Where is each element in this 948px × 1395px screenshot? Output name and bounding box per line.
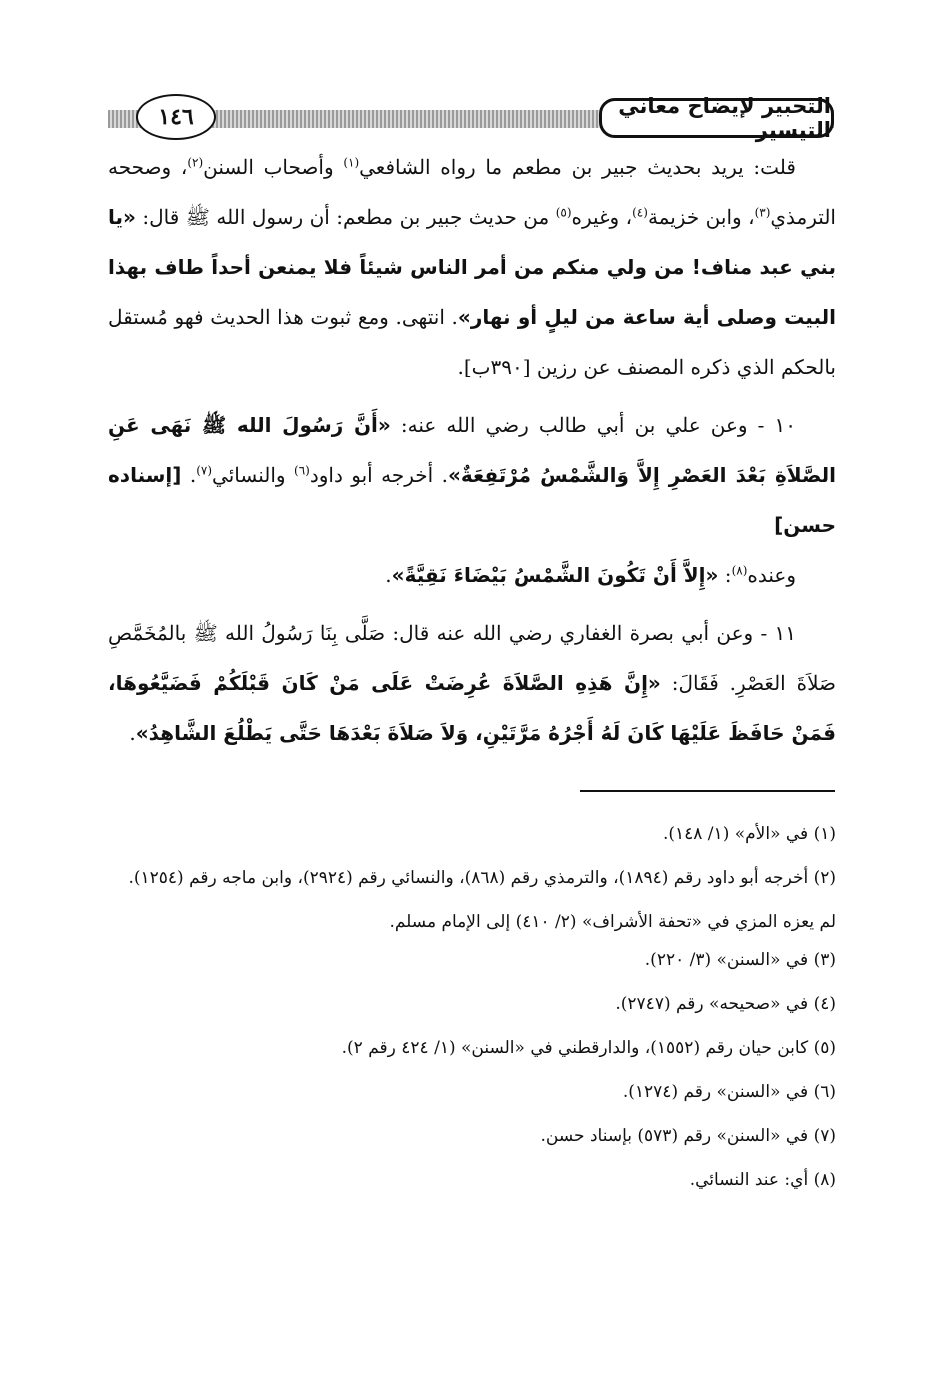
text-span: من حديث جبير بن مطعم: أن رسول الله ﷺ قال: [135, 205, 556, 229]
text-span: وعنده [747, 563, 796, 587]
page-number: ١٤٦ [136, 94, 216, 140]
text-span: وأصحاب السنن [203, 155, 344, 179]
hadith-quote: «يا بني عبد مناف! من ولي منكم من أمر الناس شيئاً فلا يمنعن أحداً طاف بهذا البيت وصلى أية ساعة من ليلٍ أو نهار» [108, 205, 837, 329]
hadith-quote: «إِنَّ هَذِهِ الصَّلاَةَ عُرِضَتْ عَلَى مَنْ كَانَ قَبْلَكُمْ فَضَيَّعُوهَا، فَمَنْ حَافَظَ عَلَيْهَا كَانَ لَهُ أَجْرُهُ مَرَّتَيْنِ، وَلاَ صَلاَةَ بَعْدَهَا حَتَّى يَطْلُعَ الشَّاهِدُ» [108, 671, 836, 745]
footnote-ref-1: (١) [343, 155, 360, 170]
page-header [108, 94, 834, 146]
main-text [108, 142, 836, 758]
text-span: . [385, 563, 392, 587]
footnote-6: (٦) في «السنن» رقم (١٢٧٤). [622, 1082, 836, 1102]
footnote-5: (٥) كابن حيان رقم (١٥٥٢)، والدارقطني في «السنن» (١/ ٤٢٤ رقم ٢). [341, 1038, 836, 1058]
footnote-ref-8: (٨) [731, 563, 748, 578]
text-span: ، وابن خزيمة [647, 205, 755, 229]
footnote-separator [580, 790, 835, 792]
footnote-ref-5: (٥) [555, 205, 572, 220]
paragraph-hadith-11 [108, 608, 836, 758]
paragraph-commentary [108, 142, 836, 392]
isnad-grade: [إسناده حسن] [108, 463, 836, 537]
footnote-2-note: لم يعزه المزي في «تحفة الأشراف» (٢/ ٤١٠) إلى الإمام مسلم. [389, 912, 836, 932]
text-span: ١٠ - وعن علي بن أبي طالب رضي الله عنه: [390, 413, 796, 437]
footnote-4: (٤) في «صحيحه» رقم (٢٧٤٧). [615, 994, 836, 1014]
footnote-1: (١) في «الأم» (١/ ١٤٨). [662, 824, 836, 844]
hadith-quote: «إِلاَّ أَنْ تَكُونَ الشَّمْسُ بَيْضَاءَ نَقِيَّةً» [391, 563, 719, 587]
text-span: والنسائي [212, 463, 294, 487]
footnote-ref-2: (٢) [187, 155, 204, 170]
footnote-ref-3: (٣) [754, 205, 771, 220]
hadith-quote: «أَنَّ رَسُولَ الله ﷺ نَهَى عَنِ الصَّلاَةِ بَعْدَ العَصْرِ إِلاَّ وَالشَّمْسُ مُرْتَفِعَةٌ» [108, 413, 837, 487]
footnote-ref-4: (٤) [632, 205, 648, 220]
footnotes [108, 815, 836, 1205]
text-span: ، وغيره [571, 205, 633, 229]
footnote-8: (٨) أي: عند النسائي. [689, 1170, 836, 1190]
paragraph-hadith-10 [108, 400, 836, 550]
footnote-ref-6: (٦) [294, 463, 310, 478]
text-span: ، وصححه الترمذي [108, 155, 836, 229]
footnote-7: (٧) في «السنن» رقم (٥٧٣) بإسناد حسن. [540, 1126, 836, 1146]
text-span: . أخرجه أبو داود [309, 463, 448, 487]
text-span: قلت: يريد بحديث جبير بن مطعم ما رواه الشافعي [359, 155, 796, 179]
text-span: ١١ - وعن أبي بصرة الغفاري رضي الله عنه قال: صَلَّى بِنَا رَسُولُ الله ﷺ بالمُخَمَّصِ صَلاَةَ العَصْرِ. فَقَالَ: [108, 621, 836, 695]
text-span: . [181, 463, 197, 487]
footnote-ref-7: (٧) [196, 463, 213, 478]
footnote-3: (٣) في «السنن» (٣/ ٢٢٠). [644, 950, 836, 970]
footnote-2: (٢) أخرجه أبو داود رقم (١٨٩٤)، والترمذي رقم (٨٦٨)، والنسائي رقم (٢٩٢٤)، وابن ماجه رقم (١٢٥٤). [128, 868, 836, 888]
text-span: . [129, 721, 136, 745]
paragraph-variant [108, 550, 836, 600]
book-title: التحبير لإيضاح معاني التيسير [599, 98, 834, 138]
text-span: . انتهى. ومع ثبوت هذا الحديث فهو مُستقل بالحكم الذي ذكره المصنف عن رزين [٣٩٠ب]. [108, 305, 836, 379]
text-span: : [718, 563, 732, 587]
